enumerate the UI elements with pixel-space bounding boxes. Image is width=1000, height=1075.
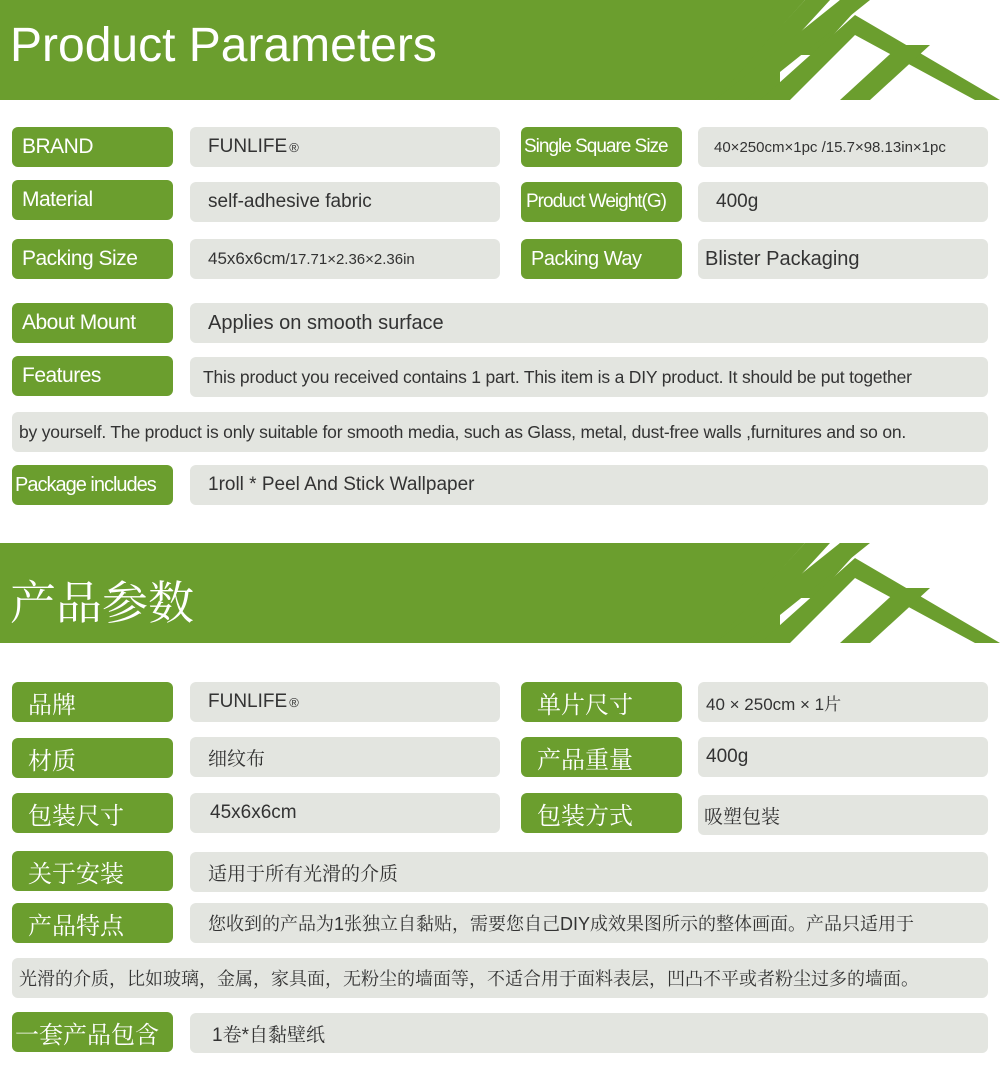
packing-way-label: Packing Way	[521, 239, 682, 279]
brand-name: FUNLIFE	[208, 691, 288, 712]
features-label-cn: 产品特点	[12, 903, 173, 943]
mount-label: About Mount	[12, 303, 173, 343]
brand-label-cn: 品牌	[12, 682, 173, 722]
material-label-cn: 材质	[12, 738, 173, 778]
features-value-cn-line-2: 光滑的介质，比如玻璃，金属，家具面，无粉尘的墙面等，不适合用于面料表层，凹凸不平或者粉尘过多的墙面。	[12, 958, 988, 998]
banner-en	[0, 0, 1000, 100]
packing-size-imperial: /17.71×2.36×2.36in	[285, 250, 415, 268]
packing-size-value-cn: 45x6x6cm	[190, 793, 500, 833]
features-value-cn-line-1: 您收到的产品为1张独立自黏贴，需要您自己DIY成效果图所示的整体画面。产品只适用于	[190, 903, 988, 943]
package-label: Package includes	[12, 465, 173, 505]
page-title-cn: 产品参数	[10, 577, 194, 629]
registered-mark: ®	[289, 139, 299, 155]
brand-name: FUNLIFE	[208, 136, 288, 157]
packing-size-metric: 45x6x6cm	[208, 249, 286, 268]
weight-label-cn: 产品重量	[521, 737, 682, 777]
mount-value-cn: 适用于所有光滑的介质	[190, 852, 988, 892]
features-value-line-1: This product you received contains 1 part. This item is a DIY product. It should be put together	[190, 357, 988, 397]
mount-value: Applies on smooth surface	[190, 303, 988, 343]
page-title: Product Parameters	[10, 19, 437, 72]
material-label: Material	[12, 180, 173, 220]
packing-size-label-cn: 包装尺寸	[12, 793, 173, 833]
packing-way-label-cn: 包装方式	[521, 793, 682, 833]
mount-label-cn: 关于安装	[12, 851, 173, 891]
packing-way-value-cn: 吸塑包装	[698, 795, 988, 835]
brand-value-cn	[190, 682, 500, 722]
square-size-label: Single Square Size	[521, 127, 682, 167]
package-value-cn: 1卷*自黏壁纸	[190, 1013, 988, 1053]
brand-label: BRAND	[12, 127, 173, 167]
banner-cn	[0, 543, 1000, 643]
package-value: 1roll * Peel And Stick Wallpaper	[190, 465, 988, 505]
material-value-cn: 细纹布	[190, 737, 500, 777]
packing-size-value	[190, 239, 500, 279]
square-size-value: 40×250cm×1pc /15.7×98.13in×1pc	[698, 127, 988, 167]
features-value-line-2: by yourself. The product is only suitable for smooth media, such as Glass, metal, dust-free walls ,furnitures and so on.	[12, 412, 988, 452]
square-size-label-cn: 单片尺寸	[521, 682, 682, 722]
weight-label: Product Weight(G)	[521, 182, 682, 222]
weight-value: 400g	[698, 182, 988, 222]
registered-mark: ®	[289, 694, 299, 710]
features-label: Features	[12, 356, 173, 396]
material-value: self-adhesive fabric	[190, 182, 500, 222]
square-size-value-cn: 40 × 250cm × 1片	[698, 682, 988, 722]
packing-size-label: Packing Size	[12, 239, 173, 279]
weight-value-cn: 400g	[698, 737, 988, 777]
package-label-cn: 一套产品包含	[12, 1012, 173, 1052]
brand-value	[190, 127, 500, 167]
packing-way-value: Blister Packaging	[698, 239, 988, 279]
